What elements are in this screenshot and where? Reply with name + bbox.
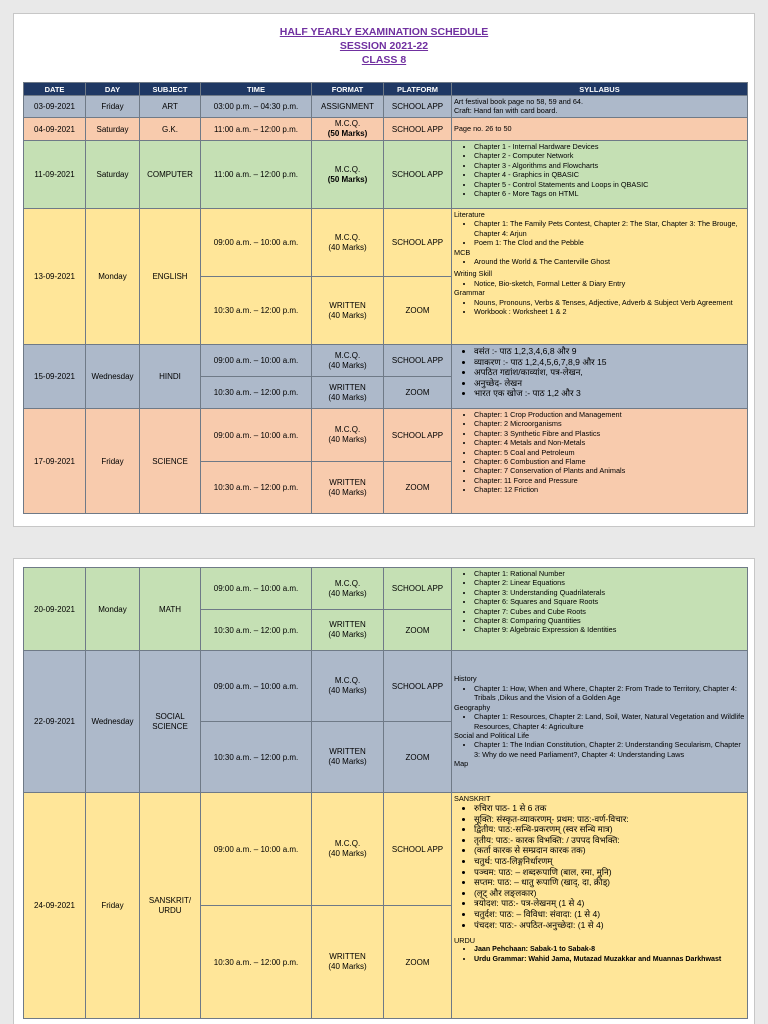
format-marks: (40 Marks) [328, 360, 367, 370]
format-cell [312, 906, 384, 1019]
syllabus-item: • Chapter 7: Cubes and Cube Roots [474, 607, 745, 616]
day-cell: Saturday [86, 141, 140, 209]
section-heading: MCB [454, 247, 471, 257]
section-heading: Map [454, 759, 469, 769]
schedule-title-block [14, 14, 754, 72]
subject-cell: ENGLISH [140, 209, 201, 345]
subject-cell: G.K. [140, 118, 201, 141]
format-marks: (40 Marks) [328, 310, 367, 320]
syllabus-item: • पंचदश: पाठ:- अपठित-अनुच्छेदा: (1 से 4) [474, 920, 745, 931]
format-type: M.C.Q. [334, 578, 361, 588]
subject-cell: SCIENCE [140, 409, 201, 514]
format-marks: (40 Marks) [328, 435, 367, 444]
day-cell: Monday [86, 209, 140, 345]
syllabus-item: • Chapter: 12 Friction [474, 485, 745, 494]
date-cell: 17-09-2021 [24, 409, 86, 514]
syllabus-cell [452, 409, 748, 514]
syllabus-item: • Chapter: 7 Conservation of Plants and Animals [474, 466, 745, 475]
syllabus-item: • चतुर्थ: पाठ-लिङ्गनिर्धारणम् [474, 856, 745, 867]
platform-cell: ZOOM [384, 377, 452, 409]
syllabus-item: • Chapter 8: Comparing Quantities [474, 616, 745, 625]
syllabus-item: • चतुर्दश: पाठ: – विविधा: संवादा: (1 से 4) [474, 909, 745, 920]
time-cell: 09:00 a.m. – 10:00 a.m. [201, 209, 312, 277]
platform-cell: ZOOM [384, 610, 452, 651]
col-syllabus: SYLLABUS [452, 83, 748, 96]
syllabus-item: • Chapter: 6 Combustion and Flame [474, 457, 745, 466]
schedule-table-2 [23, 567, 748, 1019]
time-cell: 03:00 p.m. – 04:30 p.m. [201, 96, 312, 118]
time-cell: 10:30 a.m. – 12:00 p.m. [201, 462, 312, 514]
format-cell: ASSIGNMENT [312, 96, 384, 118]
syllabus-cell [452, 651, 748, 793]
syllabus-cell: Page no. 26 to 50 [452, 118, 748, 141]
syllabus-item: • Chapter 2 - Computer Network [474, 151, 745, 160]
day-cell: Friday [86, 793, 140, 1019]
col-date: DATE [24, 83, 86, 96]
syllabus-cell [452, 793, 748, 1019]
syllabus-item: • Poem 1: The Clod and the Pebble [474, 238, 745, 247]
schedule-page-2 [13, 558, 755, 1024]
subject-cell: COMPUTER [140, 141, 201, 209]
format-cell [312, 651, 384, 722]
day-cell: Friday [86, 409, 140, 514]
syllabus-item: • Chapter 9: Algebraic Expression & Identities [474, 625, 745, 634]
format-cell [312, 209, 384, 277]
col-subject: SUBJECT [140, 83, 201, 96]
row-sanskrit-mcq [24, 793, 748, 906]
format-type: M.C.Q. [334, 119, 361, 128]
section-heading: Literature [454, 210, 485, 219]
col-platform: PLATFORM [384, 83, 452, 96]
syllabus-item: • द्वितीय: पाठ:-सन्धि-प्रकरणम् (स्वर सन्धि मात्र) [474, 824, 745, 835]
time-cell: 11:00 a.m. – 12:00 p.m. [201, 118, 312, 141]
subject-cell: ART [140, 96, 201, 118]
format-type: M.C.Q. [334, 350, 361, 360]
day-cell: Wednesday [86, 345, 140, 409]
syllabus-item: • अपठित गद्यांश/काव्यांश, पत्र-लेखन, [474, 367, 745, 378]
time-cell: 10:30 a.m. – 12:00 p.m. [201, 722, 312, 793]
date-cell: 11-09-2021 [24, 141, 86, 209]
format-cell [312, 722, 384, 793]
section-heading: Grammar [454, 288, 485, 298]
format-marks: (40 Marks) [328, 962, 367, 971]
schedule-table-1 [23, 82, 748, 514]
syllabus-item: • Chapter: 1 Crop Production and Management [474, 410, 745, 419]
section-heading: SANSKRIT [454, 794, 491, 803]
format-marks: (40 Marks) [328, 588, 367, 598]
format-marks: (40 Marks) [328, 392, 367, 402]
time-cell: 10:30 a.m. – 12:00 p.m. [201, 377, 312, 409]
row-computer [24, 141, 748, 209]
row-gk [24, 118, 748, 141]
format-marks: (40 Marks) [328, 849, 367, 858]
title-line-1: HALF YEARLY EXAMINATION SCHEDULE [279, 26, 489, 38]
syllabus-item: • Chapter 6 - More Tags on HTML [474, 189, 745, 198]
syllabus-item: • Around the World & The Canterville Ghost [474, 257, 745, 266]
format-cell [312, 277, 384, 345]
syllabus-item: • Chapter: 3 Synthetic Fibre and Plastics [474, 429, 745, 438]
platform-cell: ZOOM [384, 277, 452, 345]
row-hindi-mcq [24, 345, 748, 377]
syllabus-item: • सूक्ति: संस्कृत-व्याकरणम्- प्रथम: पाठ:-वर्ण-विचार: [474, 814, 745, 825]
platform-cell: ZOOM [384, 462, 452, 514]
format-marks: (40 Marks) [328, 242, 367, 252]
day-cell: Friday [86, 96, 140, 118]
section-heading: URDU [454, 936, 476, 946]
platform-cell: ZOOM [384, 722, 452, 793]
title-line-3: CLASS 8 [361, 54, 407, 66]
schedule-page-1 [13, 13, 755, 527]
syllabus-item: • Chapter: 11 Force and Pressure [474, 476, 745, 485]
col-day: DAY [86, 83, 140, 96]
platform-cell: SCHOOL APP [384, 209, 452, 277]
format-cell [312, 793, 384, 906]
time-cell: 09:00 a.m. – 10:00 a.m. [201, 409, 312, 462]
format-cell [312, 118, 384, 141]
time-cell: 09:00 a.m. – 10:00 a.m. [201, 568, 312, 610]
date-cell: 20-09-2021 [24, 568, 86, 651]
platform-cell: SCHOOL APP [384, 345, 452, 377]
format-cell [312, 568, 384, 610]
syllabus-item: • Chapter 6: Squares and Square Roots [474, 597, 745, 606]
row-art [24, 96, 748, 118]
row-sst-mcq [24, 651, 748, 722]
syllabus-item: • सप्तम: पाठ: – धातु रूपाणि (खाद्, दा, क्रीड्) [474, 877, 745, 888]
syllabus-item: • Workbook : Worksheet 1 & 2 [474, 307, 745, 316]
syllabus-item: • (कर्ता कारक से सम्प्रदान कारक तक) [474, 845, 745, 856]
format-type: WRITTEN [329, 747, 366, 756]
syllabus-item: • Chapter 5 - Control Statements and Loops in QBASIC [474, 180, 745, 189]
syllabus-item: • Chapter 3: Understanding Quadrilaterals [474, 588, 745, 597]
format-cell [312, 462, 384, 514]
section-heading: Geography [454, 702, 491, 712]
date-cell: 15-09-2021 [24, 345, 86, 409]
syllabus-item: • वसंत :- पाठ 1,2,3,4,6,8 और 9 [474, 346, 745, 357]
syllabus-item: • Chapter 1: The Indian Constitution, Chapter 2: Understanding Secularism, Chapter 3: Why do we need Parliament?, Chapter 4: Understanding Laws [474, 740, 745, 759]
platform-cell: SCHOOL APP [384, 141, 452, 209]
section-heading: History [454, 674, 477, 684]
syllabus-item: • Chapter: 4 Metals and Non-Metals [474, 438, 745, 447]
format-type: WRITTEN [329, 952, 366, 961]
format-cell [312, 377, 384, 409]
syllabus-item: • Chapter 1 - Internal Hardware Devices [474, 142, 745, 151]
format-type: M.C.Q. [334, 232, 361, 242]
syllabus-item: • Jaan Pehchaan: Sabak-1 to Sabak-8 [474, 945, 745, 955]
row-science-mcq [24, 409, 748, 462]
syllabus-item: • Chapter: 2 Microorganisms [474, 419, 745, 428]
subject-cell: MATH [140, 568, 201, 651]
syllabus-item: • Chapter 4 - Graphics in QBASIC [474, 170, 745, 179]
time-cell: 09:00 a.m. – 10:00 a.m. [201, 793, 312, 906]
syllabus-item: • Chapter: 5 Coal and Petroleum [474, 448, 745, 457]
subject-cell [140, 793, 201, 1019]
date-cell: 03-09-2021 [24, 96, 86, 118]
date-cell: 13-09-2021 [24, 209, 86, 345]
syllabus-item: • पञ्चम: पाठ: – शब्दरूपाणि (बाल, रमा, मुनि) [474, 867, 745, 878]
syllabus-item: • Chapter 1: Resources, Chapter 2: Land, Soil, Water, Natural Vegetation and Wildlife Resources, Chapter 4: Agriculture [474, 712, 745, 731]
platform-cell: ZOOM [384, 906, 452, 1019]
format-cell [312, 141, 384, 209]
subject-cell: HINDI [140, 345, 201, 409]
day-cell: Wednesday [86, 651, 140, 793]
section-heading: Writing Skill [454, 269, 492, 279]
syllabus-item: • त्रयोदश: पाठ:- पत्र-लेखनम् (1 से 4) [474, 898, 745, 909]
format-type: WRITTEN [329, 300, 366, 310]
format-type: WRITTEN [329, 477, 366, 487]
syllabus-cell [452, 568, 748, 651]
format-type: WRITTEN [329, 382, 366, 392]
syllabus-item: • Chapter 3 - Algorithms and Flowcharts [474, 161, 745, 170]
platform-cell: SCHOOL APP [384, 118, 452, 141]
format-cell [312, 345, 384, 377]
time-cell: 11:00 a.m. – 12:00 p.m. [201, 141, 312, 209]
syllabus-item: • Chapter 2: Linear Equations [474, 578, 745, 587]
title-line-2: SESSION 2021-22 [339, 40, 429, 52]
syllabus-item: • व्याकरण :- पाठ 1,2,4,5,6,7,8,9 और 15 [474, 357, 745, 368]
format-marks: (50 Marks) [327, 174, 368, 184]
syllabus-item: • Chapter 1: How, When and Where, Chapter 2: From Trade to Territory, Chapter 4: Tribals ,Dikus and the Vision of a Golden Age [474, 684, 745, 703]
format-cell [312, 610, 384, 651]
platform-cell: SCHOOL APP [384, 793, 452, 906]
day-cell: Monday [86, 568, 140, 651]
section-heading: Social and Political Life [454, 730, 530, 740]
syllabus-line: Craft: Hand fan with card board. [454, 106, 558, 116]
format-type: M.C.Q. [334, 425, 361, 434]
syllabus-item: • Urdu Grammar: Wahid Jama, Mutazad Muzakkar and Muannas Darkhwast [474, 955, 745, 965]
date-cell: 22-09-2021 [24, 651, 86, 793]
format-marks: (40 Marks) [328, 686, 367, 695]
col-time: TIME [201, 83, 312, 96]
format-marks: (40 Marks) [328, 757, 367, 766]
date-cell: 24-09-2021 [24, 793, 86, 1019]
syllabus-item: • भारत एक खोज :- पाठ 1,2 और 3 [474, 388, 745, 399]
syllabus-item: • अनुच्छेद- लेखन [474, 378, 745, 389]
format-type: M.C.Q. [334, 164, 361, 174]
platform-cell: SCHOOL APP [384, 651, 452, 722]
subject-cell [140, 651, 201, 793]
time-cell: 10:30 a.m. – 12:00 p.m. [201, 906, 312, 1019]
time-cell: 09:00 a.m. – 10:00 a.m. [201, 651, 312, 722]
platform-cell: SCHOOL APP [384, 409, 452, 462]
format-type: M.C.Q. [334, 839, 361, 848]
format-marks: (40 Marks) [328, 487, 367, 497]
syllabus-item: • तृतीय: पाठ:- कारक विभक्ति: / उपपद विभक्ति: [474, 835, 745, 846]
syllabus-item: • Notice, Bio-sketch, Formal Letter & Diary Entry [474, 279, 745, 288]
subject-line: URDU [158, 905, 182, 915]
subject-line: SOCIAL [155, 711, 185, 721]
syllabus-line: Art festival book page no 58, 59 and 64. [454, 97, 584, 106]
date-cell: 04-09-2021 [24, 118, 86, 141]
time-cell: 10:30 a.m. – 12:00 p.m. [201, 610, 312, 651]
col-format: FORMAT [312, 83, 384, 96]
subject-line: SCIENCE [152, 721, 188, 731]
row-math-mcq [24, 568, 748, 610]
day-cell: Saturday [86, 118, 140, 141]
syllabus-cell [452, 345, 748, 409]
time-cell: 10:30 a.m. – 12:00 p.m. [201, 277, 312, 345]
syllabus-item: • Nouns, Pronouns, Verbs & Tenses, Adjective, Adverb & Subject Verb Agreement [474, 298, 745, 307]
format-cell [312, 409, 384, 462]
subject-line: SANSKRIT/ [148, 895, 192, 905]
syllabus-cell [452, 209, 748, 345]
format-marks: (50 Marks) [327, 129, 368, 138]
platform-cell: SCHOOL APP [384, 96, 452, 118]
time-cell: 09:00 a.m. – 10:00 a.m. [201, 345, 312, 377]
format-type: WRITTEN [329, 620, 366, 629]
format-marks: (40 Marks) [328, 630, 367, 639]
syllabus-item: • Chapter 1: The Family Pets Contest, Chapter 2: The Star, Chapter 3: The Brouge, Chapter 4: Arjun [474, 219, 745, 238]
format-type: M.C.Q. [334, 676, 361, 685]
syllabus-item: • (लृट् और लङ्लकार) [474, 888, 745, 899]
syllabus-cell [452, 96, 748, 118]
row-english-mcq [24, 209, 748, 277]
syllabus-cell [452, 141, 748, 209]
syllabus-item: • Chapter 1: Rational Number [474, 569, 745, 578]
platform-cell: SCHOOL APP [384, 568, 452, 610]
syllabus-item: • रुचिरा पाठ- 1 से 6 तक [474, 803, 745, 814]
table-header-row [24, 83, 748, 96]
